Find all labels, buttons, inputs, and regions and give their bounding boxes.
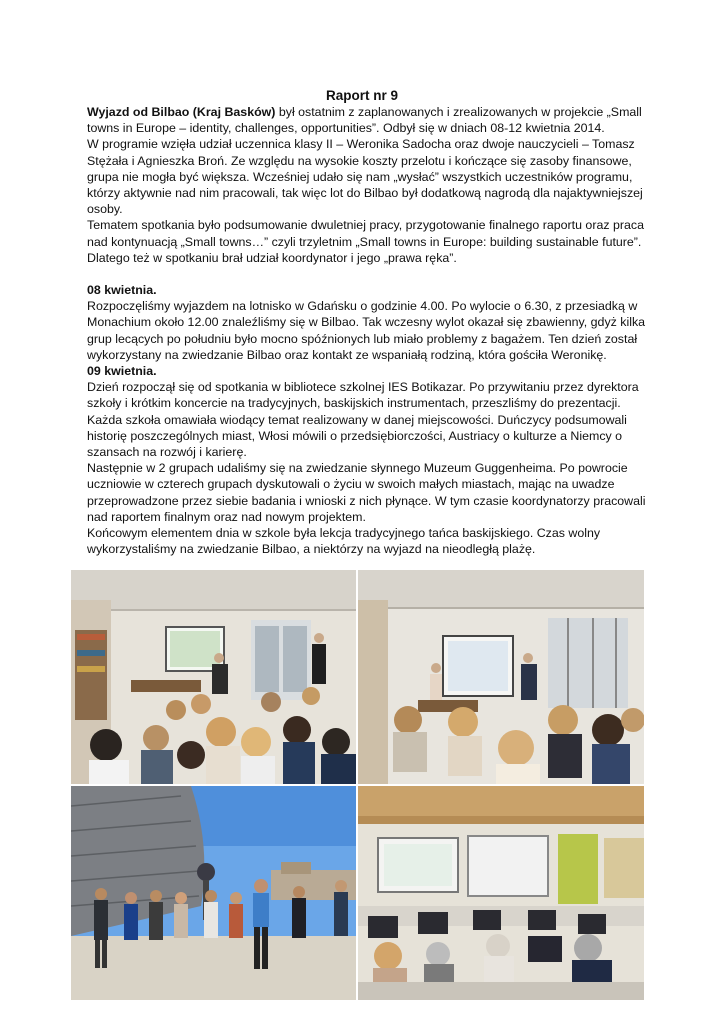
intro-bold: Wyjazd od Bilbao (Kraj Basków)	[87, 105, 276, 119]
intro-paragraph	[87, 104, 647, 136]
report-body	[87, 104, 647, 557]
day2-paragraph-1: Dzień rozpoczął się od spotkania w bibliotece szkolnej IES Botikazar. Po przywitaniu przez dyrektora szkoły i krótkim koncercie na tradycyjnych, baskijskich instrumentach, przeszliśmy do prezentacji. Każda szkoła omawiała wiodący temat realizowany w danej miejscowości. Duńczycy podsumowali historię poszczególnych miast, Włosi mówili o przedsiębiorczości, Austriacy o kulturze a Niemcy o szansach na rozwój i karierę.	[87, 380, 639, 460]
topic-paragraph: Tematem spotkania było podsumowanie dwuletniej pracy, przygotowanie finalnego raportu oraz praca nad kontynuacją „Small towns…” czyli trzyletnim „Small towns in Europe: building sustainable future”. Dlatego też w spotkaniu brał udział koordynator i jego „prawa ręka”.	[87, 218, 644, 265]
day2-heading: 09 kwietnia.	[87, 364, 157, 379]
photo-guggenheim-group	[71, 786, 356, 1000]
day1-paragraph: Rozpoczęliśmy wyjazdem na lotnisko w Gdańsku o godzinie 4.00. Po wylocie o 6.30, z przesiadką w Monachium około 12.00 znaleźliśmy się w Bilbao. Tak wczesny wylot okazał się zbawienny, gdyż kilka grup lecących po południu było mocno spóźnionych lub miało problemy z bagażem. Ten dzień został wykorzystany na zwiedzanie Bilbao oraz kontakt ze wspaniałą rodziną, która gościła Weronikę.	[87, 299, 646, 362]
photo-computer-lab	[358, 786, 644, 1000]
intro-text: był ostatnim z zaplanowanych i zrealizowanych w projekcie „Small towns in Europe – identity, challenges, opportunities”. Odbył się w dniach 08-12 kwietnia 2014.	[87, 105, 642, 136]
day1-heading: 08 kwietnia.	[87, 283, 157, 298]
photo-library-presentation	[71, 570, 356, 784]
spacer	[87, 266, 647, 282]
report-title: Raport nr 9	[325, 88, 398, 103]
day2-paragraph-2: Następnie w 2 grupach udaliśmy się na zwiedzanie słynnego Muzeum Guggenheima. Po powrocie uczniowie w czterech grupach dyskutowali o życiu w swoich małych miastach, mając na uwadze przeprowadzone przez siebie badania i wnioski z nich płynące. W tym czasie koordynatorzy pracowali nad raportem finalnym oraz nad nowym projektem.	[87, 461, 646, 524]
day2-paragraph-3: Końcowym elementem dnia w szkole była lekcja tradycyjnego tańca baskijskiego. Czas wolny wykorzystaliśmy na zwiedzanie Bilbao, a niektórzy na wyjazd na nieodległą plażę.	[87, 526, 601, 557]
photo-collage	[71, 570, 644, 1000]
participants-paragraph: W programie wzięła udział uczennica klasy II – Weronika Sadocha oraz dwoje nauczycieli – Tomasz Stężała i Agnieszka Broń. Ze względu na wysokie koszty przelotu i kończące się zasoby finansowe, grupa nie mogła być większa. Wcześniej udało się nam „wysłać” wszystkich uczestników programu, którzy aktywnie nad nim pracowali, tak więc lot do Bilbao był dodatkową nagrodą dla najaktywniejszej osoby.	[87, 137, 643, 217]
photo-classroom-presentation	[358, 570, 644, 784]
